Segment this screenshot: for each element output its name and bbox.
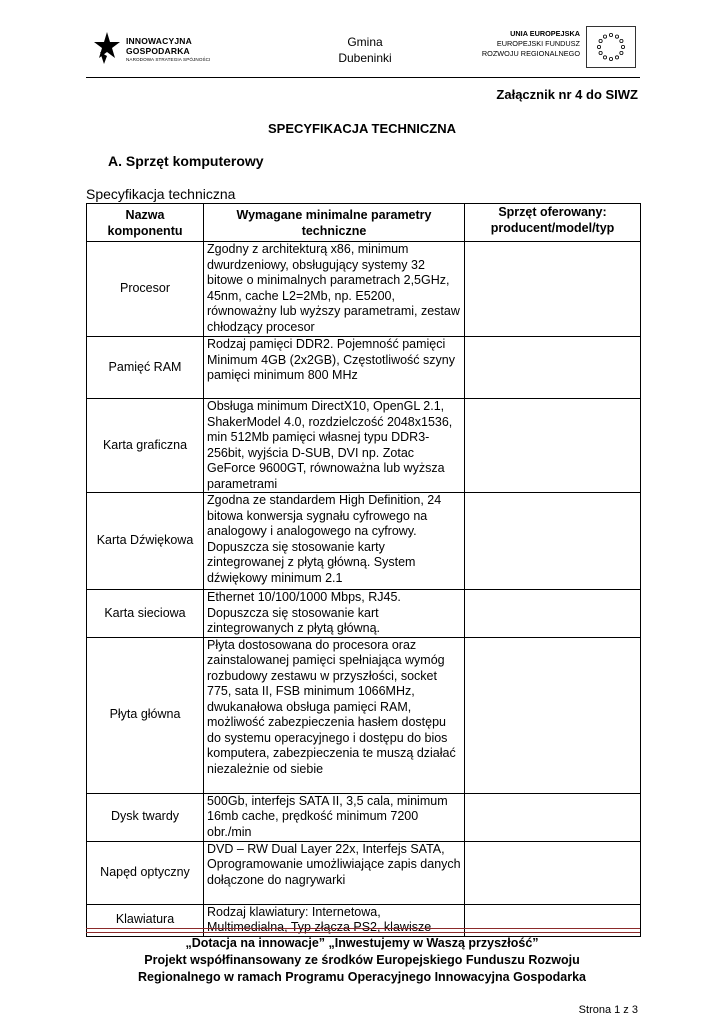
component-name: Karta sieciowa	[87, 590, 204, 638]
component-requirements: Rodzaj pamięci DDR2. Pojemność pamięci Minimum 4GB (2x2GB), Częstotliwość szyny pamięci minimum 800 MHz	[204, 337, 465, 399]
footer-line-2: Projekt współfinansowany ze środków Europejskiego Funduszu Rozwoju	[144, 953, 580, 967]
component-name: Karta graficzna	[87, 399, 204, 493]
component-requirements: DVD – RW Dual Layer 22x, Interfejs SATA, Oprogramowanie umożliwiające zapis danych dołączone do nagrywarki	[204, 841, 465, 904]
offered-cell	[465, 841, 641, 904]
table-row	[87, 399, 641, 493]
footer-line-1: „Dotacja na innowacje” „Inwestujemy w Waszą przyszłość”	[185, 936, 539, 950]
offered-cell	[465, 337, 641, 399]
eu-line-3: ROZWOJU REGIONALNEGO	[481, 49, 580, 58]
eu-flag-icon	[586, 26, 636, 68]
table-row	[87, 242, 641, 337]
offered-cell	[465, 399, 641, 493]
component-requirements: Zgodna ze standardem High Definition, 24 bitowa konwersja sygnału cyfrowego na analogowy i analogowego na cyfrowy. Dopuszcza się stosowanie karty zintegrowanej z płytą główną. System dźwiękowy minimum 2.1	[204, 493, 465, 590]
document-title: SPECYFIKACJA TECHNICZNA	[267, 121, 457, 136]
spec-label: Specyfikacja techniczna	[86, 186, 236, 202]
component-requirements: Zgodny z architekturą x86, minimum dwurdzeniowy, obsługujący systemy 32 bitowe o minimalnych parametrach 2,5GHz, 45nm, cache L2=2Mb, np. E5200, równoważny lub wyższy parametrami, zestaw chłodzący procesor	[204, 242, 465, 337]
component-requirements: Ethernet 10/100/1000 Mbps, RJ45. Dopuszcza się stosowanie kart zintegrowanych z płytą główną.	[204, 590, 465, 638]
offered-cell	[465, 590, 641, 638]
logo-line-3: NARODOWA STRATEGIA SPÓJNOŚCI	[126, 57, 211, 62]
table-row	[87, 590, 641, 638]
component-name: Dysk twardy	[87, 793, 204, 841]
offered-cell	[465, 793, 641, 841]
component-requirements: 500Gb, interfejs SATA II, 3,5 cala, minimum 16mb cache, prędkość minimum 7200 obr./min	[204, 793, 465, 841]
innowacyjna-gospodarka-logo	[92, 30, 222, 70]
header-component: Nazwa komponentu	[87, 204, 204, 242]
eu-line-1: UNIA EUROPEJSKA	[510, 29, 580, 38]
header-offered: Sprzęt oferowany: producent/model/typ	[465, 204, 641, 242]
component-requirements: Rodzaj klawiatury: Internetowa, Multimedialna, Typ złącza PS2, klawisze	[204, 904, 465, 936]
header-requirements: Wymagane minimalne parametry techniczne	[204, 204, 465, 242]
component-name: Płyta główna	[87, 637, 204, 793]
component-name: Procesor	[87, 242, 204, 337]
table-row	[87, 841, 641, 904]
component-requirements: Obsługa minimum DirectX10, OpenGL 2.1, ShakerModel 4.0, rozdzielczość 2048x1536, min 512Mb pamięci własnej typu DDR3-256bit, wyjścia D-SUB, DVI np. Zotac GeForce 9600GT, równoważna lub wyższa parametrami	[204, 399, 465, 493]
offered-cell	[465, 637, 641, 793]
logo-line-2: GOSPODARKA	[126, 46, 190, 56]
footer-text	[0, 935, 724, 986]
footer-line-3: Regionalnego w ramach Programu Operacyjnego Innowacyjna Gospodarka	[137, 970, 587, 984]
municipality-name	[320, 34, 410, 66]
municipality-line-1: Gmina	[347, 35, 383, 49]
logo-line-1: INNOWACYJNA	[126, 36, 192, 46]
offered-cell	[465, 493, 641, 590]
table-row	[87, 637, 641, 793]
table-row	[87, 337, 641, 399]
component-name: Napęd optyczny	[87, 841, 204, 904]
offered-cell	[465, 242, 641, 337]
municipality-line-2: Dubeninki	[338, 51, 392, 65]
table-header-row	[87, 204, 641, 242]
star-logo-icon	[92, 30, 122, 66]
spec-table	[86, 203, 641, 937]
table-row	[87, 493, 641, 590]
section-heading: A. Sprzęt komputerowy	[108, 153, 264, 169]
header-divider	[86, 77, 640, 78]
attachment-label: Załącznik nr 4 do SIWZ	[496, 87, 638, 102]
page-number: Strona 1 z 3	[578, 1004, 638, 1016]
table-row	[87, 793, 641, 841]
component-name: Pamięć RAM	[87, 337, 204, 399]
component-requirements: Płyta dostosowana do procesora oraz zainstalowanej pamięci spełniająca wymóg rozbudowy zestawu w przyszłości, socket 775, sata II, FSB minimum 1066MHz, dwukanałowa obsługa pamięci RAM, możliwość zabezpieczenia hasłem dostępu do systemu operacyjnego i dostępu do bios komputera, zabezpieczenia te muszą działać niezależnie od siebie	[204, 637, 465, 793]
eu-line-2: EUROPEJSKI FUNDUSZ	[496, 39, 580, 48]
component-name: Karta Dźwiękowa	[87, 493, 204, 590]
component-name: Klawiatura	[87, 904, 204, 936]
eu-label	[468, 29, 580, 59]
footer-divider-bottom	[86, 932, 640, 933]
footer-divider-top	[86, 928, 640, 929]
